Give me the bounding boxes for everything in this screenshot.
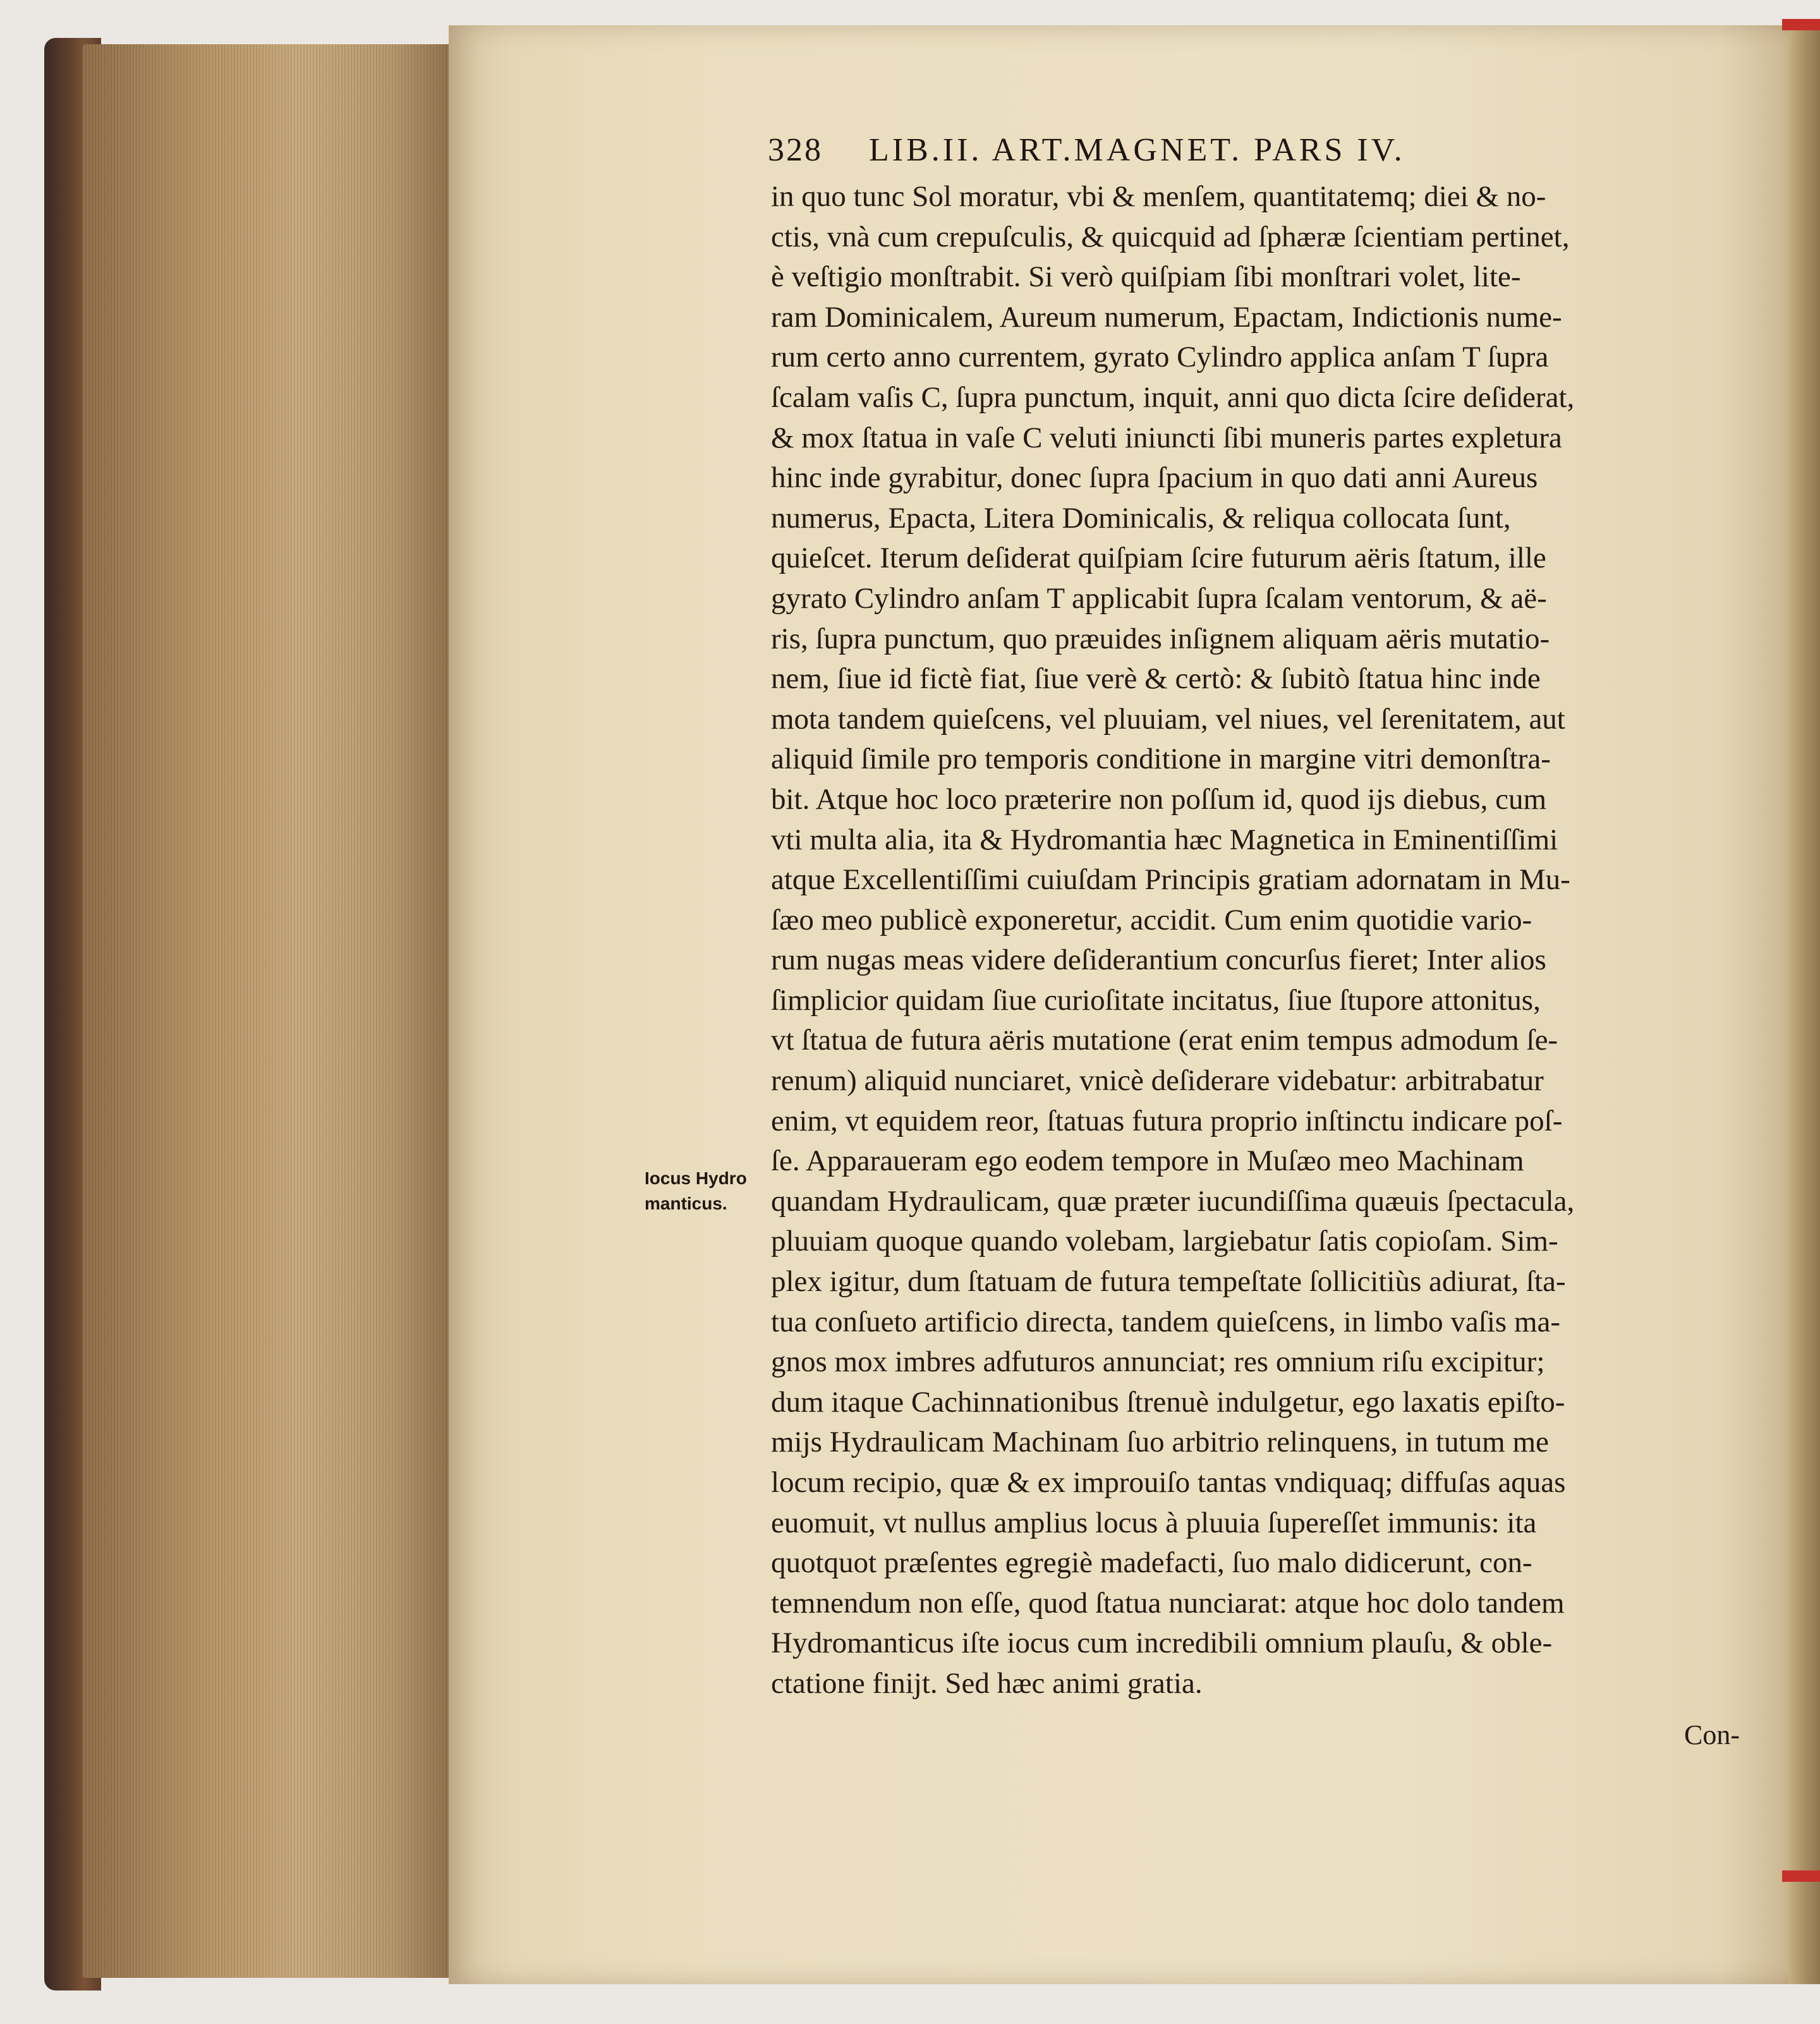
page-edges: [82, 44, 449, 1978]
text-line: numerus, Epacta, Litera Dominicalis, & reliqua collocata ſunt,: [771, 501, 1511, 535]
text-line: rum certo anno currentem, gyrato Cylindro applica anſam T ſupra: [771, 341, 1549, 374]
text-line: gyrato Cylindro anſam T applicabit ſupra ſcalam ventorum, & aë-: [771, 581, 1547, 615]
ribbon-marker-bottom: [1782, 1870, 1820, 1882]
text-line: ris, ſupra punctum, quo præuides inſignem aliquam aëris mutatio-: [771, 622, 1550, 655]
text-line: nem, ſiue id fictè fiat, ſiue verè & certò: & ſubitò ſtatua hinc inde: [771, 662, 1541, 696]
text-line: Hydromanticus iſte iocus cum incredibili omnium plauſu, & oble-: [771, 1627, 1553, 1660]
running-title: LIB.II. ART.MAGNET. PARS IV.: [869, 132, 1405, 168]
text-line: mijs Hydraulicam Machinam ſuo arbitrio relinquens, in tutum me: [771, 1426, 1549, 1459]
text-line: euomuit, vt nullus amplius locus à pluuia ſupereſſet immunis: ita: [771, 1506, 1537, 1539]
text-line: locum recipio, quæ & ex improuiſo tantas vndiquaq; diffuſas aquas: [771, 1466, 1566, 1499]
text-line: renum) aliquid nunciaret, vnicè deſiderare videbatur: arbitrabatur: [771, 1064, 1544, 1098]
catchword: Con-: [1684, 1719, 1740, 1750]
text-line: enim, vt equidem reor, ſtatuas futura proprio inſtinctu indicare poſ-: [771, 1104, 1563, 1137]
text-line: in quo tunc Sol moratur, vbi & menſem, quantitatemq; diei & no-: [771, 180, 1546, 213]
text-line: quandam Hydraulicam, quæ præter iucundiſſima quæuis ſpectacula,: [771, 1184, 1575, 1218]
text-line: temnendum non eſſe, quod ſtatua nunciarat: atque hoc dolo tandem: [771, 1586, 1565, 1620]
text-line: ſæo meo publicè exponeretur, accidit. Cum enim quotidie vario-: [771, 903, 1532, 936]
book-cover-right: [1788, 25, 1820, 1984]
marginal-note-line: Iocus Hydro: [645, 1168, 747, 1188]
text-line: ram Dominicalem, Aureum numerum, Epactam, Indictionis nume-: [771, 300, 1562, 334]
ribbon-marker-top: [1782, 19, 1820, 30]
body-text: [771, 177, 1757, 1704]
text-line: aliquid ſimile pro temporis conditione in margine vitri demonſtra-: [771, 742, 1551, 776]
text-line: vti multa alia, ita & Hydromantia hæc Magnetica in Eminentiſſimi: [771, 823, 1558, 856]
page-header: [768, 131, 1640, 169]
text-line: tua conſueto artificio directa, tandem quieſcens, in limbo vaſis ma-: [771, 1305, 1561, 1338]
text-line: hinc inde gyrabitur, donec ſupra ſpacium in quo dati anni Aureus: [771, 461, 1538, 495]
text-line: pluuiam quoque quando volebam, largiebatur ſatis copioſam. Sim-: [771, 1225, 1558, 1258]
text-line: bit. Atque hoc loco præterire non poſſum id, quod ijs diebus, cum: [771, 782, 1547, 816]
text-line: ctatione finijt. Sed hæc animi gratia.: [771, 1666, 1203, 1700]
page-number: 328: [768, 132, 823, 168]
text-line: plex igitur, dum ſtatuam de futura tempeſtate ſollicitiùs adiurat, ſta-: [771, 1265, 1566, 1299]
text-line: dum itaque Cachinnationibus ſtrenuè indulgetur, ego laxatis epiſto-: [771, 1385, 1565, 1419]
text-line: & mox ſtatua in vaſe C veluti iniuncti ſibi muneris partes expletura: [771, 421, 1562, 454]
text-line: gnos mox imbres adfuturos annunciat; res omnium riſu excipitur;: [771, 1345, 1545, 1379]
text-line: ſcalam vaſis C, ſupra punctum, inquit, anni quo dicta ſcire deſiderat,: [771, 380, 1575, 414]
text-line: atque Excellentiſſimi cuiuſdam Principis gratiam adornatam in Mu-: [771, 863, 1570, 897]
marginal-note-line: manticus.: [645, 1194, 727, 1213]
text-line: è veſtigio monſtrabit. Si verò quiſpiam ſibi monſtrari volet, lite-: [771, 260, 1521, 294]
text-line: rum nugas meas videre deſiderantium concurſus fieret; Inter alios: [771, 943, 1546, 977]
text-line: vt ſtatua de futura aëris mutatione (erat enim tempus admodum ſe-: [771, 1024, 1558, 1057]
text-line: ctis, vnà cum crepuſculis, & quicquid ad ſphæræ ſcientiam pertinet,: [771, 220, 1570, 253]
text-line: quotquot præſentes egregiè madefacti, ſuo malo didicerunt, con-: [771, 1546, 1532, 1580]
text-line: ſimplicior quidam ſiue curioſitate incitatus, ſiue ſtupore attonitus,: [771, 983, 1541, 1017]
text-line: ſe. Apparaueram ego eodem tempore in Muſæo meo Machinam: [771, 1144, 1524, 1178]
text-line: quieſcet. Iterum deſiderat quiſpiam ſcire futurum aëris ſtatum, ille: [771, 542, 1546, 575]
text-line: mota tandem quieſcens, vel pluuiam, vel niues, vel ſerenitatem, aut: [771, 702, 1565, 736]
marginal-note: [645, 1166, 771, 1216]
